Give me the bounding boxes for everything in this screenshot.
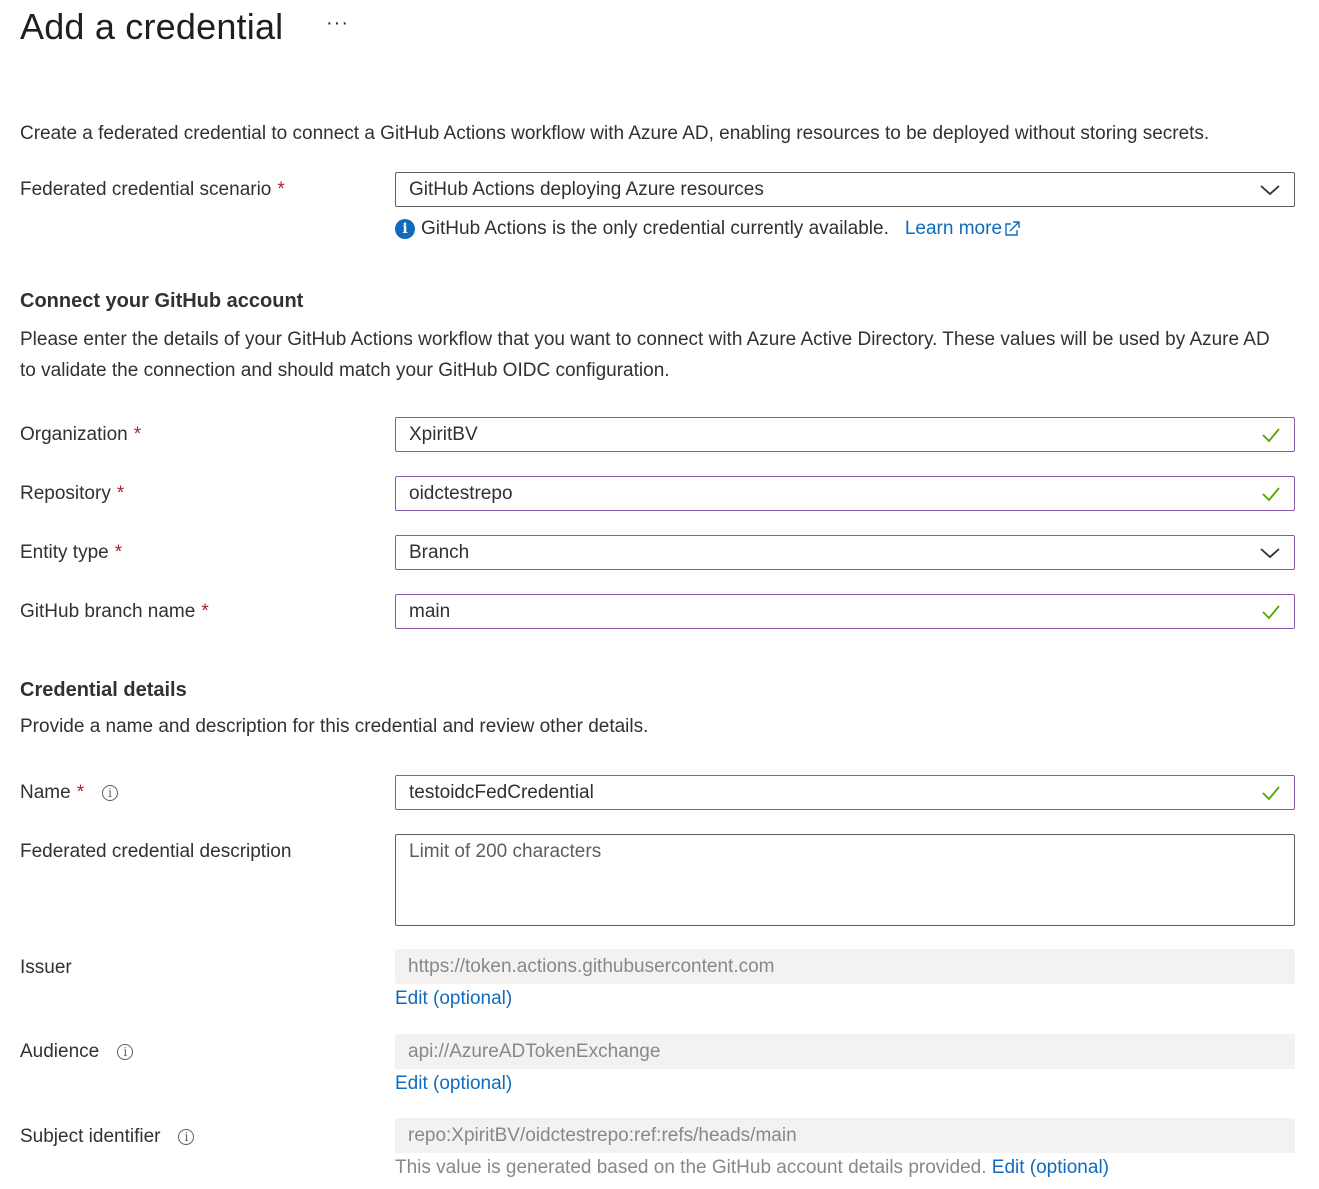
required-marker: * <box>277 179 285 200</box>
audience-label: Audience i <box>20 1041 133 1063</box>
required-marker: * <box>201 601 209 622</box>
github-section-description: Please enter the details of your GitHub Actions workflow that you want to connect with Azure Active Directory. These values will be used by Azure AD to validate the connection and should match your GitHub OIDC configuration. <box>20 329 1270 381</box>
subject-note: This value is generated based on the GitHub account details provided. <box>395 1157 987 1178</box>
repository-input[interactable]: oidctestrepo <box>395 476 1295 511</box>
organization-label: Organization * <box>20 424 142 445</box>
checkmark-icon <box>1261 484 1281 504</box>
credential-section-description: Provide a name and description for this credential and review other details. <box>20 716 649 737</box>
credential-section-heading: Credential details <box>20 679 187 701</box>
subject-field: repo:XpiritBV/oidctestrepo:ref:refs/heads/main <box>395 1118 1295 1153</box>
page-title: Add a credential <box>20 6 284 47</box>
learn-more-link[interactable]: Learn more <box>905 218 1022 240</box>
intro-text: Create a federated credential to connect a GitHub Actions workflow with Azure AD, enabling resources to be deployed without storing secrets. <box>20 123 1210 144</box>
info-icon[interactable]: i <box>117 1044 133 1060</box>
branch-name-label: GitHub branch name * <box>20 601 209 622</box>
scenario-label: Federated credential scenario * <box>20 179 285 200</box>
chevron-down-icon <box>1259 546 1281 560</box>
name-input[interactable]: testoidcFedCredential <box>395 775 1295 810</box>
external-link-icon <box>1002 219 1022 239</box>
required-marker: * <box>116 483 125 504</box>
github-section-heading: Connect your GitHub account <box>20 290 304 312</box>
entity-type-label: Entity type * <box>20 542 123 563</box>
issuer-field: https://token.actions.githubusercontent.com <box>395 949 1295 984</box>
info-icon[interactable]: i <box>178 1129 194 1145</box>
issuer-label: Issuer <box>20 957 72 978</box>
checkmark-icon <box>1261 602 1281 622</box>
repository-label: Repository * <box>20 483 125 504</box>
branch-name-input[interactable]: main <box>395 594 1295 629</box>
info-icon: i <box>395 219 415 239</box>
more-options-button[interactable]: ··· <box>326 12 349 34</box>
description-textarea[interactable]: Limit of 200 characters <box>395 834 1295 926</box>
info-icon[interactable]: i <box>102 785 118 801</box>
organization-input[interactable]: XpiritBV <box>395 417 1295 452</box>
audience-edit-link[interactable]: Edit (optional) <box>395 1073 513 1094</box>
chevron-down-icon <box>1259 183 1281 197</box>
name-label: Name * i <box>20 782 118 804</box>
required-marker: * <box>114 542 123 563</box>
required-marker: * <box>76 782 85 803</box>
scenario-info: i GitHub Actions is the only credential currently available. Learn more <box>395 218 1022 240</box>
required-marker: * <box>133 424 142 445</box>
entity-type-dropdown[interactable]: Branch <box>395 535 1295 570</box>
checkmark-icon <box>1261 783 1281 803</box>
description-label: Federated credential description <box>20 841 292 862</box>
issuer-edit-link[interactable]: Edit (optional) <box>395 988 513 1009</box>
audience-field: api://AzureADTokenExchange <box>395 1034 1295 1069</box>
checkmark-icon <box>1261 425 1281 445</box>
subject-label: Subject identifier i <box>20 1126 194 1148</box>
subject-edit-link[interactable]: Edit (optional) <box>991 1157 1109 1178</box>
subject-note-row <box>395 1157 1109 1179</box>
scenario-dropdown[interactable]: GitHub Actions deploying Azure resources <box>395 172 1295 207</box>
